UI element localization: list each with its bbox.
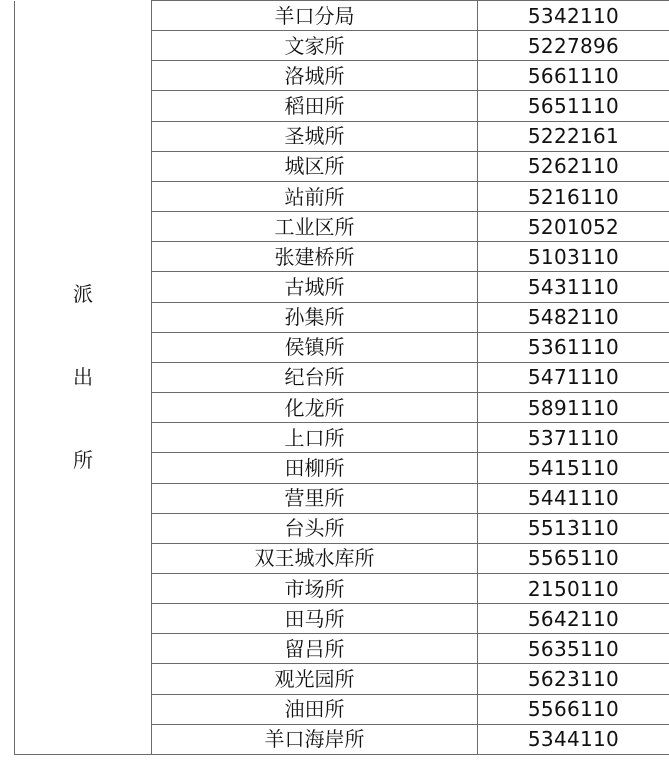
station-phone: 5361110	[478, 332, 669, 362]
station-phone: 5201052	[478, 212, 669, 242]
station-phone: 5415110	[478, 453, 669, 483]
station-phone: 5642110	[478, 604, 669, 634]
station-name: 油田所	[152, 694, 478, 724]
station-phone: 5262110	[478, 151, 669, 181]
category-char: 派	[73, 282, 93, 307]
station-phone: 5635110	[478, 634, 669, 664]
station-phone: 5342110	[478, 1, 669, 31]
station-name: 留吕所	[152, 634, 478, 664]
station-name: 文家所	[152, 31, 478, 61]
station-name: 孙集所	[152, 302, 478, 332]
station-name: 上口所	[152, 423, 478, 453]
category-char: 出	[73, 365, 93, 390]
station-name: 张建桥所	[152, 242, 478, 272]
station-name: 双王城水库所	[152, 543, 478, 573]
station-name: 工业区所	[152, 212, 478, 242]
station-name: 观光园所	[152, 664, 478, 694]
station-name: 台头所	[152, 513, 478, 543]
station-phone: 5222161	[478, 121, 669, 151]
police-station-phone-table	[14, 0, 669, 755]
station-name: 市场所	[152, 573, 478, 603]
station-name: 圣城所	[152, 121, 478, 151]
station-phone: 5371110	[478, 423, 669, 453]
station-phone: 5565110	[478, 543, 669, 573]
station-name: 纪台所	[152, 362, 478, 392]
station-phone: 5431110	[478, 272, 669, 302]
category-char: 所	[73, 448, 93, 473]
table-row	[15, 1, 669, 31]
station-name: 羊口海岸所	[152, 724, 478, 754]
station-name: 站前所	[152, 181, 478, 211]
station-phone: 5623110	[478, 664, 669, 694]
station-phone: 5216110	[478, 181, 669, 211]
station-name: 营里所	[152, 483, 478, 513]
station-phone: 5891110	[478, 393, 669, 423]
table-body	[15, 1, 669, 755]
station-phone: 5103110	[478, 242, 669, 272]
station-phone: 5471110	[478, 362, 669, 392]
station-name: 田柳所	[152, 453, 478, 483]
station-name: 羊口分局	[152, 1, 478, 31]
station-name: 洛城所	[152, 61, 478, 91]
station-phone: 5651110	[478, 91, 669, 121]
station-name: 侯镇所	[152, 332, 478, 362]
station-name: 城区所	[152, 151, 478, 181]
station-name: 稻田所	[152, 91, 478, 121]
station-name: 化龙所	[152, 393, 478, 423]
category-label	[15, 282, 151, 473]
station-name: 田马所	[152, 604, 478, 634]
station-phone: 5227896	[478, 31, 669, 61]
station-phone: 5566110	[478, 694, 669, 724]
station-phone: 2150110	[478, 573, 669, 603]
station-phone: 5441110	[478, 483, 669, 513]
station-phone: 5513110	[478, 513, 669, 543]
station-phone: 5661110	[478, 61, 669, 91]
station-name: 古城所	[152, 272, 478, 302]
station-phone: 5482110	[478, 302, 669, 332]
station-phone: 5344110	[478, 724, 669, 754]
category-cell	[15, 1, 152, 755]
